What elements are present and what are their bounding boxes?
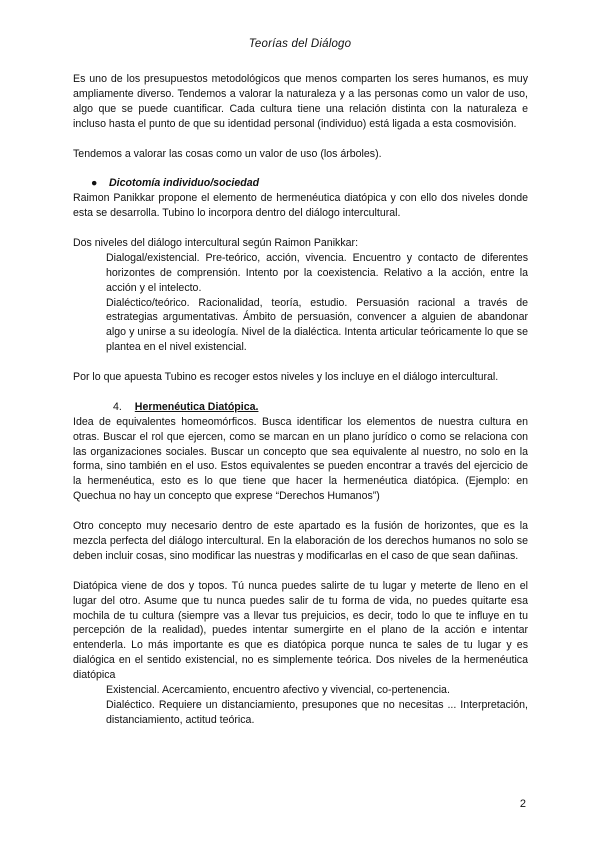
paragraph-6: Idea de equivalentes homeomórficos. Busca identificar los elementos de nuestra cultura en otras. Buscar el rol que ejercen, como se marcan en un plano jurídico o como se relaciona con las organizaciones sociales. Buscar un concepto que sea equivalente al nuestro, no solo en la forma, sino también en el uso. Estos equivalentes se pueden encontrar a través del ejercicio de la hermenéutica, esto es lo que tiene que hacer la hermenéutica diatópica. (Ejemplo: en Quechua no hay un concepto que exprese “Derechos Humanos”) bbox=[73, 415, 528, 503]
section-title: Hermenéutica Diatópica. bbox=[134, 400, 259, 413]
bullet-heading-text: Dicotomía individuo/sociedad bbox=[109, 177, 260, 190]
page-header-title: Teorías del Diálogo bbox=[248, 38, 352, 50]
section-heading bbox=[73, 400, 528, 415]
paragraph-4a: Dialogal/existencial. Pre-teórico, acción, vivencia. Encuentro y contacto de diferentes horizontes de comprensión. Intento por la coexistencia. Relativo a la acción, entre la acción y el intelecto. bbox=[106, 251, 528, 294]
paragraph-3: Raimon Panikkar propone el elemento de hermenéutica diatópica y con ello dos niveles donde esta se desarrolla. Tubino lo incorpora dentro del diálogo intercultural. bbox=[73, 192, 528, 220]
paragraph-8b: Dialéctico. Requiere un distanciamiento, presupones que no necesitas ... Interpretación, distanciamiento, actitud teórica. bbox=[106, 698, 528, 726]
bullet-heading bbox=[73, 176, 528, 191]
paragraph-5: Por lo que apuesta Tubino es recoger estos niveles y los incluye en el diálogo intercultural. bbox=[73, 371, 499, 384]
paragraph-8: Diatópica viene de dos y topos. Tú nunca puedes salirte de tu lugar y meterte de lleno en el lugar del otro. Asume que tu nunca puedes salir de tu forma de vida, no puedes quitarte esa mochila de tu cultura (siempre vas a llevar tus prejuicios, es decir, todo lo que te influye en tu percepción de la realidad), puedes intentar sumergirte en el plano de la acción e intentar entenderla. Lo más importante es que es diatópica porque nunca te sales de tu lugar y es dialógica en el sentido existencial, no es simplemente teórica. Dos niveles de la hermenéutica diatópica bbox=[73, 579, 528, 682]
section-number: 4. bbox=[113, 400, 122, 413]
paragraph-8a: Existencial. Acercamiento, encuentro afectivo y vivencial, co-pertenencia. bbox=[106, 684, 450, 697]
document-body bbox=[73, 72, 528, 728]
page-number: 2 bbox=[519, 798, 526, 810]
paragraph-1: Es uno de los presupuestos metodológicos que menos comparten los seres humanos, es muy ampliamente diverso. Tendemos a valorar la naturaleza y a las personas como un valor de uso, algo que se puede cuantificar. Cada cultura tiene una relación distinta con la naturaleza e incluso hasta el punto de que su identidad personal (individuo) está ligada a esta cosmovisión. bbox=[73, 73, 528, 130]
bullet-icon: ● bbox=[91, 177, 98, 190]
paragraph-4b: Dialéctico/teórico. Racionalidad, teoría, estudio. Persuasión racional a través de estrategias argumentativas. Ámbito de persuasión, convencer a alguien de abandonar algo y unirse a su ideología. Nivel de la dialéctica. Intenta articular teóricamente lo que se plantea en el nivel existencial. bbox=[106, 296, 528, 354]
paragraph-7: Otro concepto muy necesario dentro de este apartado es la fusión de horizontes, que es la mezcla perfecta del diálogo intercultural. En la elaboración de los derechos humanos no solo se deben incluir cosas, sino modificar las nuestras y modificarlas en el caso de que sean dañinas. bbox=[73, 520, 528, 562]
paragraph-2: Tendemos a valorar las cosas como un valor de uso (los árboles). bbox=[73, 147, 382, 160]
paragraph-4: Dos niveles del diálogo intercultural según Raimon Panikkar: bbox=[73, 236, 359, 249]
